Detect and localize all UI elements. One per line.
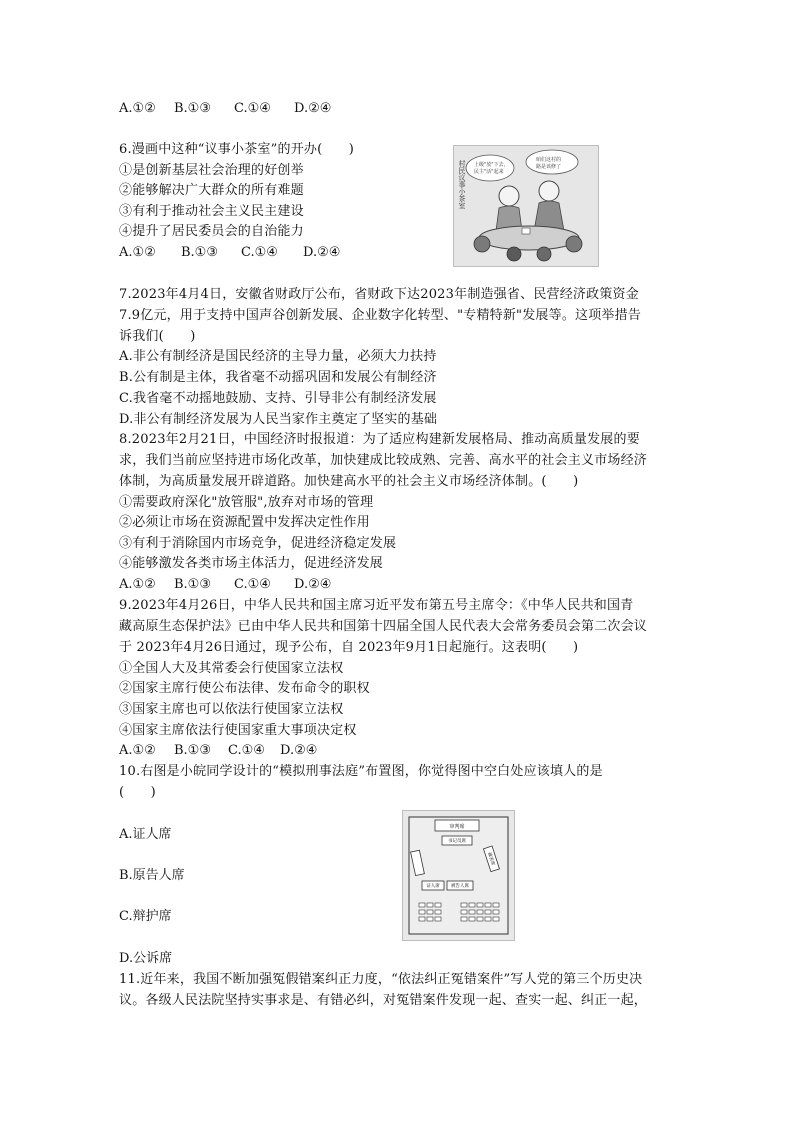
q7-line-2: 7.9亿元，用于支持中国声谷创新发展、企业数字化转型、"专精特新"发展等。这项举措告 <box>119 308 642 323</box>
q6-stem: 6.漫画中这种“议事小茶室”的开办( ) <box>119 142 355 157</box>
q6-options <box>119 243 340 263</box>
q7-line-1: 7.2023年4月4日，安徽省财政厅公布，省财政下达2023年制造强省、民营经济政策资金 <box>119 287 639 302</box>
q5-option-b: B.①③ <box>174 101 211 116</box>
q11-line-1: 11.近年来，我国不断加强冤假错案纠正力度，“依法纠正冤错案件”写人党的第三个历史决 <box>119 972 643 987</box>
q5-option-a: A.①② <box>119 101 156 116</box>
q8-line-1: 8.2023年2月21日，中国经济时报报道：为了适应构建新发展格局、推动高质量发展的要 <box>119 432 640 447</box>
q8-option-d: D.②④ <box>294 577 332 592</box>
clerk-seat-label: 书记员席 <box>448 839 466 844</box>
q7-choice-b: B.公有制是主体，我省毫不动摇巩固和发展公有制经济 <box>119 370 437 385</box>
q9-item-1: ①全国人大及其常委会行使国家立法权 <box>119 661 344 676</box>
q9-item-4: ④国家主席依法行使国家重大事项决定权 <box>119 723 357 738</box>
q9-options <box>119 741 317 761</box>
q10-choice-d: D.公诉席 <box>119 951 173 966</box>
q8-item-2: ②必须让市场在资源配置中发挥决定性作用 <box>119 515 370 530</box>
q10-courtroom-diagram <box>402 810 515 941</box>
courtroom-layout <box>403 811 514 940</box>
q6-item-1: ①是创新基层社会治理的好创举 <box>119 163 304 178</box>
q7-line-3: 诉我们( ) <box>119 329 196 344</box>
q6-item-3: ③有利于推动社会主义民主建设 <box>119 204 304 219</box>
q9-item-2: ②国家主席行使公布法律、发布命令的职权 <box>119 681 370 696</box>
q9-line-1: 9.2023年4月26日，中华人民共和国主席习近平发布第五号主席令：《中华人民共和国青 <box>119 598 634 613</box>
q9-line-3: 于 2023年4月26日通过，现予公布，自 2023年9月1日起施行。这表明( ) <box>119 640 579 655</box>
q10-choice-a: A.证人席 <box>119 827 172 842</box>
q5-option-d: D.②④ <box>294 101 332 116</box>
q8-option-c: C.①④ <box>234 577 271 592</box>
cartoon-bubble-2: 咱们这村的 <box>536 157 562 163</box>
q6-item-2: ②能够解决广大群众的所有难题 <box>119 183 304 198</box>
q8-item-1: ①需要政府深化"放管服",放弃对市场的管理 <box>119 495 374 510</box>
q8-item-4: ④能够激发各类市场主体活力，促进经济发展 <box>119 556 384 571</box>
q6-option-d: D.②④ <box>303 245 341 260</box>
q5-options <box>119 99 331 119</box>
q8-line-3: 体制，为高质量发展开辟道路。加快建高水平的社会主义市场经济体制。( ) <box>119 474 579 489</box>
q10-line-1: 10.右图是小皖同学设计的“模拟刑事法庭”布置图，你觉得图中空白处应该填人的是 <box>119 764 603 779</box>
cartoon-side-text: 村民议事小茶室 <box>458 160 466 209</box>
q8-item-3: ③有利于消除国内市场竞争，促进经济稳定发展 <box>119 536 397 551</box>
q9-option-a: A.①② <box>119 743 156 758</box>
q11-line-2: 议。各级人民法院坚持实事求是、有错必纠，对冤错案件发现一起、查实一起、纠正一起， <box>119 993 648 1008</box>
cartoon-bubble-2b: 路是该修了 <box>536 164 562 170</box>
witness-seat-label: 证人席 <box>426 884 440 889</box>
q8-option-a: A.①② <box>119 577 156 592</box>
cartoon-illustration <box>454 146 598 266</box>
q10-choice-c: C.辩护席 <box>119 909 172 924</box>
q10-choice-b: B.原告人席 <box>119 868 185 883</box>
q9-item-3: ③国家主席也可以依法行使国家立法权 <box>119 702 344 717</box>
q6-item-4: ④提升了居民委员会的自治能力 <box>119 224 304 239</box>
q9-option-b: B.①③ <box>174 743 211 758</box>
q6-cartoon-image <box>453 145 599 267</box>
judge-seat-label: 审判席 <box>449 824 465 830</box>
q8-line-2: 求，我们当前应坚持进市场化改革，加快建成比较成熟、完善、高水平的社会主义市场经济 <box>119 453 648 468</box>
q8-option-b: B.①③ <box>174 577 211 592</box>
right-seat-label: 被害席 <box>486 851 495 867</box>
defendant-seat-label: 被告人席 <box>451 884 469 889</box>
cartoon-bubble-1b: 民主"活"起来 <box>474 169 504 175</box>
q9-line-2: 藏高原生态保护法》已由中华人民共和国第十四届全国人民代表大会常务委员会第二次会议 <box>119 619 648 634</box>
q7-choice-a: A.非公有制经济是国民经济的主导力量，必须大力扶持 <box>119 349 437 364</box>
q6-option-c: C.①④ <box>241 245 278 260</box>
q5-option-c: C.①④ <box>234 101 271 116</box>
cartoon-bubble-1: 上级"放"下去， <box>474 162 509 168</box>
q6-option-b: B.①③ <box>181 245 218 260</box>
q7-choice-d: D.非公有制经济发展为人民当家作主奠定了坚实的基础 <box>119 412 438 427</box>
q10-line-2: ( ) <box>119 785 156 800</box>
q9-option-d: D.②④ <box>280 743 318 758</box>
q7-choice-c: C.我省毫不动摇地鼓励、支持、引导非公有制经济发展 <box>119 391 437 406</box>
q9-option-c: C.①④ <box>228 743 265 758</box>
q8-options <box>119 575 331 595</box>
q6-option-a: A.①② <box>119 245 156 260</box>
